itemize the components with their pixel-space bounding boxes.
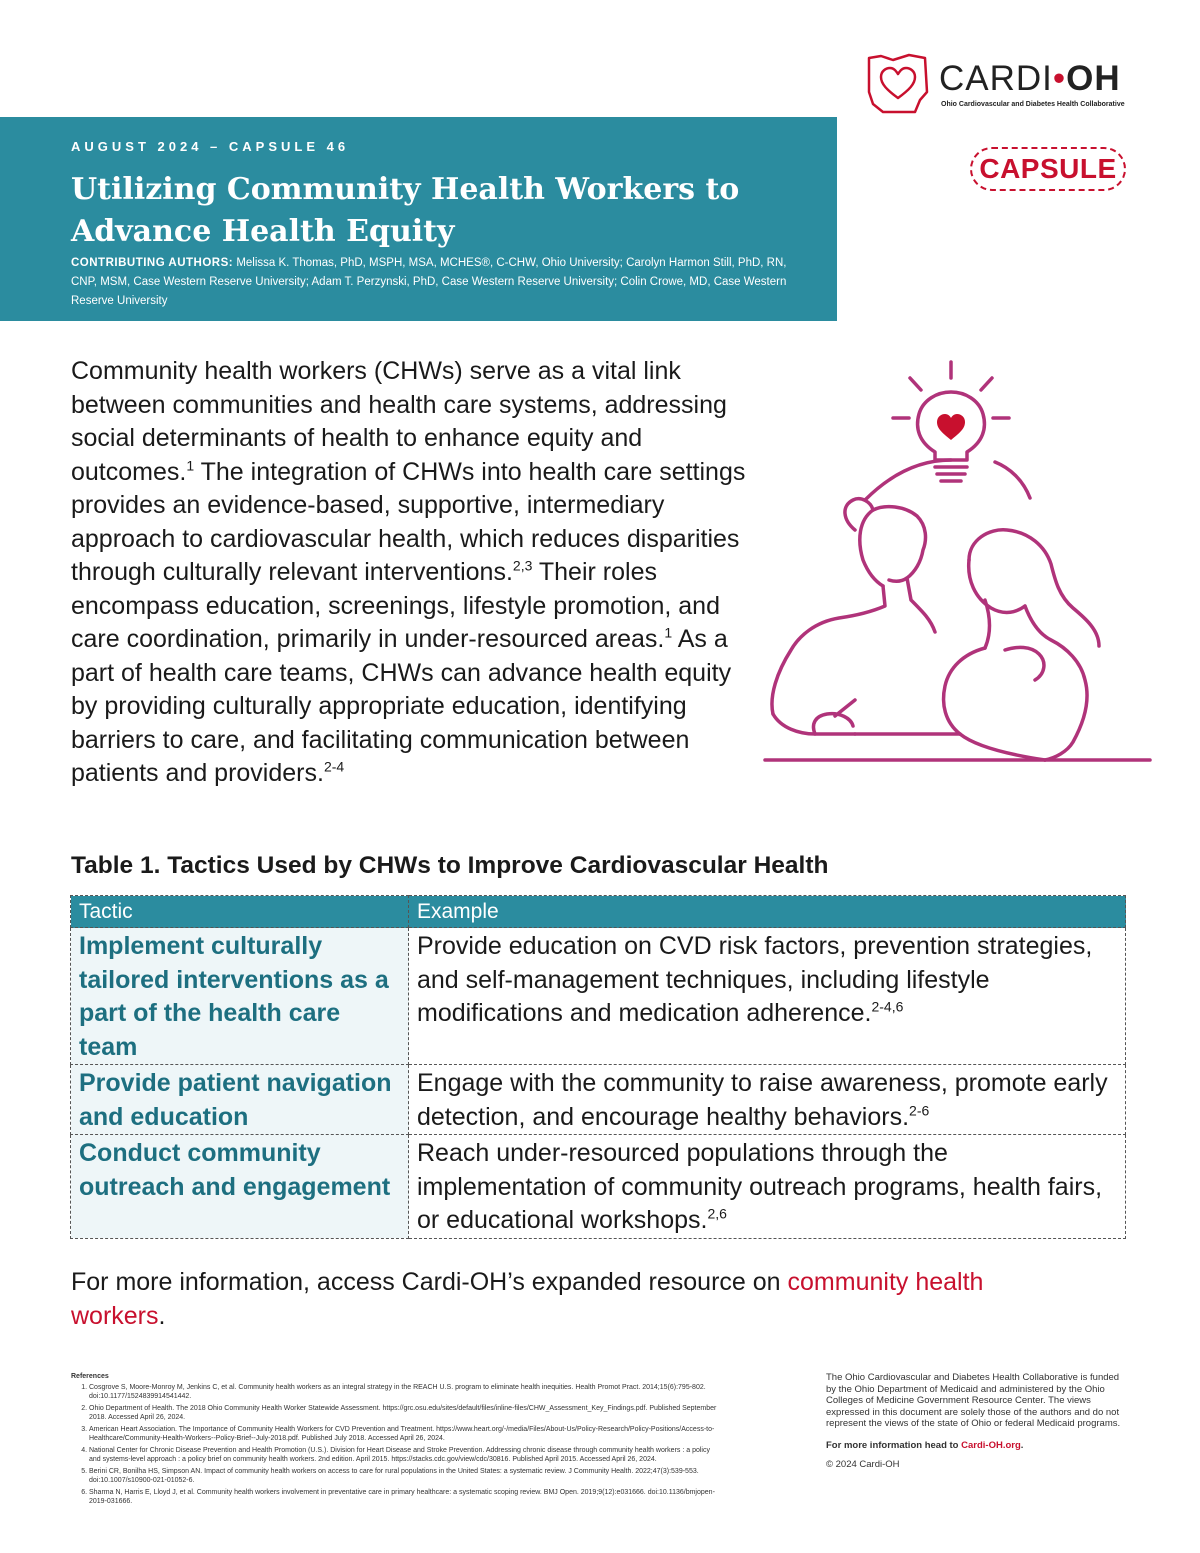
title-line-2: Advance Health Equity <box>71 214 455 249</box>
reference-item: 5. Berini CR, Bonilha HS, Simpson AN. Impact of community health workers on access to care for rural populations in the United States: a systematic review. J Community Health. 2022;47(3):539-553. doi:10.1007/s10900-021-01052-6. <box>89 1467 721 1485</box>
example-text: Engage with the community to raise awareness, promote early detection, and encourage healthy behaviors. <box>417 1069 1108 1131</box>
ohio-heart-icon <box>865 52 931 114</box>
logo-word-cardi: CARDI <box>939 59 1053 98</box>
lightbulb-icon <box>865 362 1030 500</box>
tactics-table <box>70 895 1126 1239</box>
intro-text-1: Community health workers (CHWs) serve as a vital link between communities and health care systems, addressing social determinants of health to enhance equity and outcomes. <box>71 357 727 486</box>
intro-text-2: The integration of CHWs into health care settings provides an evidence-based, supportive, intermediary approach to cardiovascular health, which reduces disparities through culturally relevant interventions. <box>71 457 746 586</box>
reference-item: 6. Sharma N, Harris E, Lloyd J, et al. Community health workers involvement in preventative care in primary healthcare: a systematic scoping review. BMJ Open. 2019;9(12):e031666. doi:10.1136/bmjopen-2019-031666. <box>89 1488 721 1506</box>
funding-statement <box>826 1372 1131 1471</box>
cardi-oh-logo <box>865 52 1135 116</box>
authors-text: Melissa K. Thomas, PhD, MSPH, MSA, MCHES®, C-CHW, Ohio University; Carolyn Harmon Still, PhD, RN, CNP, MSM, Case Western Reserve University; Adam T. Perzynski, PhD, Case Western Reserve University; Colin Crowe, MD, Case Western Reserve University <box>71 257 787 307</box>
funding-more-info <box>826 1440 1131 1452</box>
reference-item: 3. American Heart Association. The Importance of Community Health Workers for CVD Prevention and Treatment. https://www.heart.org/-/media/Files/About-Us/Policy-Research/Policy-Positions/Access-to-Healthcare/Community-Health-Workers--Policy-Brief--July-2018.pdf. Published July 2018. Accessed April 26, 2024. <box>89 1425 721 1443</box>
example-text: Provide education on CVD risk factors, prevention strategies, and self-management techniques, including lifestyle modifications and medication adherence. <box>417 932 1093 1027</box>
logo-subtitle: Ohio Cardiovascular and Diabetes Health Collaborative <box>941 101 1125 108</box>
issue-kicker: AUGUST 2024 – CAPSULE 46 <box>71 139 350 154</box>
table-header-row <box>71 896 1126 928</box>
page-title <box>71 169 811 253</box>
intro-paragraph <box>71 355 751 791</box>
logo-wordmark <box>939 60 1121 98</box>
chw-illustration <box>755 350 1155 770</box>
copyright: © 2024 Cardi-OH <box>826 1459 900 1470</box>
reference-item: 4. National Center for Chronic Disease Prevention and Health Promotion (U.S.). Division for Heart Disease and Stroke Prevention. Addressing chronic disease through community health workers : a policy and systems-level approach : a policy brief on community health workers. 2nd edition. April 2015. https://stacks.cdc.gov/view/cdc/30816. Published April 2015. Accessed April 26, 2024. <box>89 1446 721 1464</box>
citation: 2-4 <box>323 758 345 775</box>
reference-item: 1. Cosgrove S, Moore-Monroy M, Jenkins C, et al. Community health workers as an integral strategy in the REACH U.S. program to eliminate health inequities. Health Promot Pract. 2014;15(6):795-802. doi:10.1177/1524839914541442. <box>89 1383 721 1401</box>
contributing-authors <box>71 254 801 311</box>
example-cell <box>409 1135 1126 1239</box>
title-line-1: Utilizing Community Health Workers to <box>71 172 740 207</box>
header-banner <box>0 117 837 321</box>
tactic-cell: Provide patient navigation and education <box>71 1065 409 1135</box>
citation: 1 <box>186 457 195 474</box>
more-info-text: For more information, access Cardi-OH’s expanded resource on <box>71 1268 788 1296</box>
table-row <box>71 928 1126 1065</box>
citation: 2,3 <box>512 557 533 574</box>
table-row <box>71 1065 1126 1135</box>
example-text: Reach under-resourced populations through the implementation of community outreach programs, health fairs, or educational workshops. <box>417 1139 1103 1234</box>
references-heading: References <box>71 1373 109 1380</box>
logo-word-oh: OH <box>1066 59 1121 98</box>
references <box>71 1372 721 1509</box>
reference-item: 2. Ohio Department of Health. The 2018 Ohio Community Health Worker Statewide Assessment. https://grc.osu.edu/sites/default/files/inline-files/CHW_Assessment_Key_Findings.pdf. Published September 2018. Accessed April 26, 2024. <box>89 1404 721 1422</box>
citation: 2-4,6 <box>871 998 904 1015</box>
community-health-workers-link[interactable]: community health workers <box>71 1268 984 1330</box>
patient-figure <box>944 530 1099 760</box>
column-header-example: Example <box>409 896 1126 928</box>
capsule-badge: CAPSULE <box>970 147 1126 191</box>
intro-text-4: As a part of health care teams, CHWs can advance health equity by providing culturally appropriate education, identifying barriers to care, and facilitating communication between patients and providers. <box>71 625 732 787</box>
citation: 1 <box>664 624 673 641</box>
example-cell <box>409 1065 1126 1135</box>
funding-more-period: . <box>1020 1439 1024 1451</box>
example-cell <box>409 928 1126 1065</box>
tactic-cell: Conduct community outreach and engagement <box>71 1135 409 1239</box>
intro-text-3: Their roles encompass education, screenings, lifestyle promotion, and care coordination, primarily in under-resourced areas. <box>71 558 720 653</box>
citation: 2-6 <box>909 1102 930 1119</box>
cardi-oh-link[interactable]: Cardi-OH.org <box>961 1439 1021 1451</box>
logo-dot: • <box>1052 59 1067 98</box>
more-info-paragraph <box>71 1266 1031 1333</box>
funding-more-label: For more information head to <box>826 1439 962 1451</box>
citation: 2,6 <box>707 1205 727 1222</box>
funding-text: The Ohio Cardiovascular and Diabetes Health Collaborative is funded by the Ohio Department of Medicaid and administered by the Ohio Colleges of Medicine Government Resource Center. The views expressed in this document are solely those of the authors and do not represent the views of the state of Ohio or federal Medicaid programs. <box>826 1372 1121 1429</box>
table-title: Table 1. Tactics Used by CHWs to Improve Cardiovascular Health <box>71 852 829 879</box>
table-row <box>71 1135 1126 1239</box>
more-info-period: . <box>158 1301 166 1330</box>
authors-label: CONTRIBUTING AUTHORS: <box>71 257 234 269</box>
column-header-tactic: Tactic <box>71 896 409 928</box>
tactic-cell: Implement culturally tailored interventions as a part of the health care team <box>71 928 409 1065</box>
